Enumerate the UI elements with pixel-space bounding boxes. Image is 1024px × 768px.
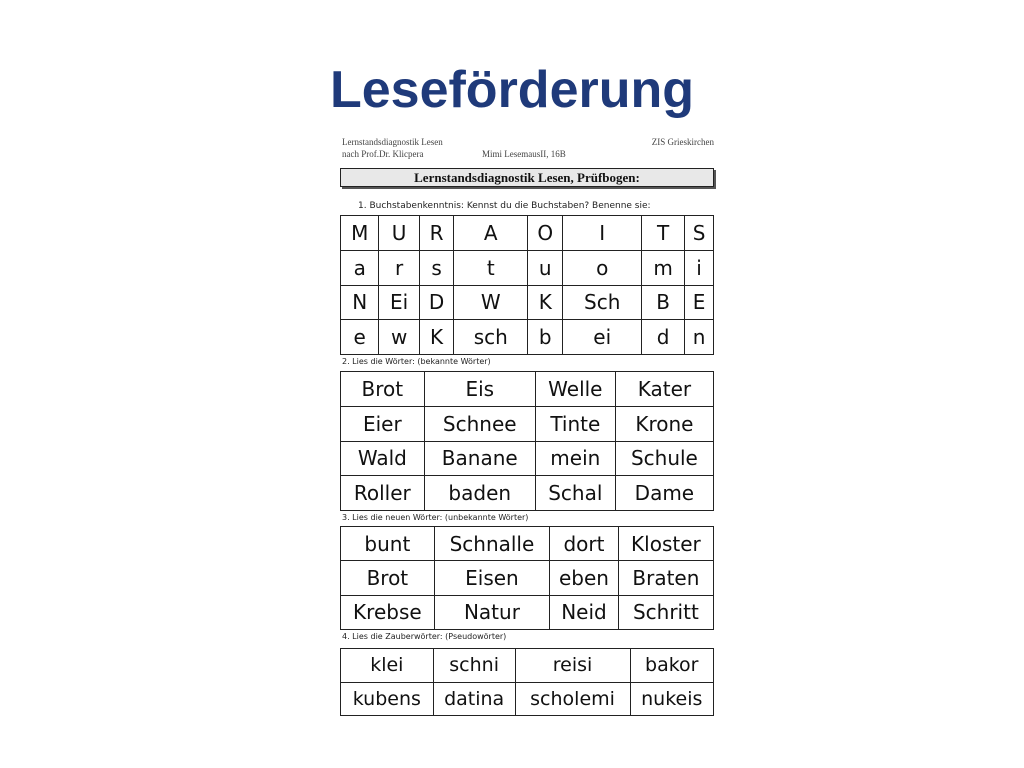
word-cell: baden [424,476,535,511]
word-cell: Schal [535,476,615,511]
word-cell: Brot [341,372,425,407]
word-cell: reisi [515,649,630,683]
word-cell: Kloster [618,527,713,561]
header-left-line-1: Lernstandsdiagnostik Lesen [342,137,443,147]
word-cell: Schritt [618,595,713,629]
letter-cell: Ei [379,285,419,320]
table-row [341,320,714,355]
word-cell: nukeis [630,682,713,716]
word-cell: Krone [615,406,713,441]
letter-cell: R [419,216,454,251]
letter-cell: ei [563,320,642,355]
pseudo-words-table [340,648,714,716]
word-cell: Krebse [341,595,435,629]
table-row [341,595,714,629]
letter-cell: sch [454,320,528,355]
letter-cell: W [454,285,528,320]
word-cell: schni [433,649,515,683]
letter-cell: m [642,250,685,285]
new-words-table [340,526,714,630]
table-row [341,527,714,561]
letter-cell: T [642,216,685,251]
word-cell: Roller [341,476,425,511]
letter-cell: e [341,320,379,355]
section-4-heading: 4. Lies die Zauberwörter: (Pseudowörter) [342,632,507,641]
word-cell: eben [550,561,619,595]
word-cell: bunt [341,527,435,561]
letter-cell: E [685,285,714,320]
table-row [341,476,714,511]
word-cell: scholemi [515,682,630,716]
letter-cell: u [528,250,563,285]
letter-cell: r [379,250,419,285]
word-cell: Banane [424,441,535,476]
letter-cell: i [685,250,714,285]
letter-cell: Sch [563,285,642,320]
letter-cell: o [563,250,642,285]
table-row [341,216,714,251]
word-cell: Eisen [434,561,549,595]
word-cell: Wald [341,441,425,476]
word-cell: Eier [341,406,425,441]
letter-cell: s [419,250,454,285]
letter-cell: d [642,320,685,355]
letter-cell: N [341,285,379,320]
letter-cell: t [454,250,528,285]
letter-cell: n [685,320,714,355]
word-cell: kubens [341,682,434,716]
word-cell: Eis [424,372,535,407]
table-row [341,406,714,441]
letter-cell: M [341,216,379,251]
letter-cell: w [379,320,419,355]
letter-cell: O [528,216,563,251]
letter-cell: K [528,285,563,320]
word-cell: Welle [535,372,615,407]
word-cell: klei [341,649,434,683]
table-row [341,285,714,320]
section-3-heading: 3. Lies die neuen Wörter: (unbekannte Wörter) [342,513,529,522]
word-cell: Natur [434,595,549,629]
word-cell: Dame [615,476,713,511]
slide-title: Leseförderung [329,61,695,119]
letter-cell: D [419,285,454,320]
header-right: ZIS Grieskirchen [651,137,714,147]
worksheet-title-box: Lernstandsdiagnostik Lesen, Prüfbogen: [340,168,714,187]
table-row [341,441,714,476]
header-center: Mimi LesemausII, 16B [482,149,566,159]
known-words-table [340,371,714,511]
letter-cell: a [341,250,379,285]
word-cell: datina [433,682,515,716]
letter-cell: U [379,216,419,251]
letter-cell: A [454,216,528,251]
letter-cell: I [563,216,642,251]
word-cell: Brot [341,561,435,595]
letter-cell: K [419,320,454,355]
word-cell: dort [550,527,619,561]
letter-cell: S [685,216,714,251]
word-cell: Kater [615,372,713,407]
header-left-line-2: nach Prof.Dr. Klicpera [342,149,424,159]
table-row [341,250,714,285]
word-cell: Schule [615,441,713,476]
word-cell: Braten [618,561,713,595]
table-row [341,372,714,407]
letter-cell: b [528,320,563,355]
word-cell: bakor [630,649,713,683]
section-1-heading: 1. Buchstabenkenntnis: Kennst du die Buchstaben? Benenne sie: [358,201,651,211]
word-cell: Neid [550,595,619,629]
word-cell: Tinte [535,406,615,441]
letters-table [340,215,714,355]
section-2-heading: 2. Lies die Wörter: (bekannte Wörter) [342,357,491,366]
word-cell: mein [535,441,615,476]
table-row [341,682,714,716]
word-cell: Schnee [424,406,535,441]
table-row [341,649,714,683]
table-row [341,561,714,595]
worksheet [338,135,718,720]
letter-cell: B [642,285,685,320]
word-cell: Schnalle [434,527,549,561]
